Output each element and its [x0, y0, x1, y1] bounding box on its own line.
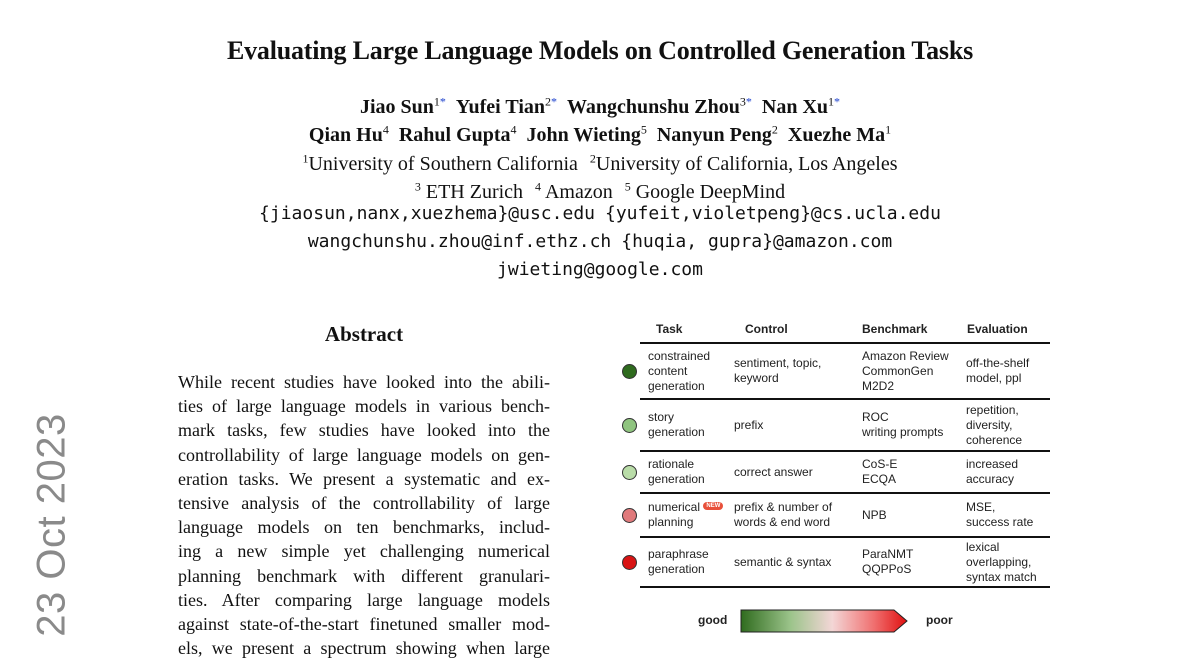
email-address: jwieting@google.com — [497, 259, 703, 280]
author-affiliation-mark: 4 — [510, 122, 517, 136]
cell-benchmark-line: writing prompts — [862, 425, 944, 439]
abstract-line: ing a new simple yet challenging numerical — [178, 541, 550, 562]
cell-task-line: rationale — [648, 457, 695, 471]
table-row — [616, 400, 1056, 450]
author-affiliation-mark: 2 — [771, 122, 778, 136]
affiliation-number: 5 — [624, 179, 631, 193]
cell-task-line: story — [648, 410, 675, 424]
table-row — [616, 494, 1056, 536]
cell-control — [734, 500, 832, 530]
quality-scale — [616, 604, 1056, 638]
equal-contribution-mark: * — [551, 94, 558, 108]
cell-evaluation-line: accuracy — [966, 472, 1015, 486]
abstract-line: mark tasks, few studies have looked into the — [178, 420, 550, 441]
cell-evaluation — [966, 356, 1029, 386]
cell-benchmark-line: CoS-E — [862, 457, 898, 471]
cell-benchmark — [862, 410, 943, 440]
email-line — [0, 256, 1200, 284]
header-evaluation: Evaluation — [967, 322, 1028, 336]
cell-task — [648, 547, 709, 577]
cell-task-text: numerical — [648, 500, 701, 514]
cell-control-line: keyword — [734, 371, 779, 385]
author-name-text: Yufei Tian — [455, 95, 546, 118]
cell-control — [734, 465, 813, 480]
abstract-body — [178, 370, 550, 660]
abstract-line: While recent studies have looked into the abili- — [178, 372, 550, 392]
cell-task — [648, 500, 723, 530]
affiliation-name: Amazon — [541, 180, 613, 203]
affiliation-number: 1 — [302, 151, 309, 165]
cell-control-line: semantic & syntax — [734, 554, 832, 569]
email-line — [0, 200, 1200, 228]
affiliation-number: 3 — [414, 179, 421, 193]
table-row — [616, 538, 1056, 586]
author-affiliation-mark: 1 — [433, 94, 440, 108]
cell-benchmark — [862, 457, 897, 487]
author-affiliation-mark: 5 — [640, 122, 647, 136]
gradient-arrow — [740, 606, 910, 636]
email-line — [0, 228, 1200, 256]
cell-control-line: words & end word — [734, 515, 831, 529]
abstract-line: ties. After comparing large language models — [178, 589, 550, 610]
cell-task-line: generation — [648, 472, 705, 486]
abstract-line: tensive analysis of the controllability of large — [178, 493, 550, 514]
row-rule — [640, 586, 1050, 588]
author-name-text: Jiao Sun — [359, 95, 434, 118]
email-address: {jiaosun,nanx,xuezhema}@usc.edu — [259, 203, 595, 224]
author-name — [527, 124, 647, 146]
cell-benchmark-line: Amazon Review — [862, 348, 949, 363]
header-control: Control — [745, 322, 788, 336]
row-color-dot — [622, 418, 637, 433]
author-affiliation-mark: 1 — [885, 122, 892, 136]
abstract-line: planning benchmark with different granulari- — [178, 565, 550, 586]
cell-benchmark-line: NPB — [862, 507, 887, 522]
cell-benchmark-line: M2D2 — [862, 378, 895, 393]
cell-evaluation — [966, 540, 1037, 585]
cell-task-line: content — [648, 363, 688, 378]
author-name — [657, 124, 778, 146]
cell-task-line: generation — [648, 562, 705, 576]
author-name-text: John Wieting — [526, 123, 641, 146]
email-address: {yufeit,violetpeng}@cs.ucla.edu — [605, 203, 941, 224]
cell-task-line: generation — [648, 378, 705, 393]
author-name-text: Qian Hu — [308, 123, 383, 146]
author-name-text: Xuezhe Ma — [787, 123, 886, 146]
arxiv-date-stamp: 23 Oct 2023 — [29, 413, 74, 637]
abstract-line: eration tasks. We present a systematic and ex- — [178, 468, 550, 489]
cell-evaluation-line: lexical — [966, 539, 1000, 554]
equal-contribution-mark: * — [439, 94, 446, 108]
abstract-line: against state-of-the-start finetuned smaller mod- — [178, 614, 550, 635]
header-benchmark: Benchmark — [862, 322, 928, 336]
cell-benchmark — [862, 508, 887, 523]
author-affiliation-mark: 2 — [545, 94, 552, 108]
equal-contribution-mark: * — [745, 94, 752, 108]
author-affiliation-mark: 3 — [739, 94, 746, 108]
email-address: {huqia, gupra}@amazon.com — [621, 231, 893, 252]
table-row — [616, 344, 1056, 398]
cell-control — [734, 418, 763, 433]
author-emails — [0, 200, 1200, 284]
cell-benchmark-line: ParaNMT — [862, 547, 914, 561]
cell-control — [734, 356, 821, 386]
email-address: wangchunshu.zhou@inf.ethz.ch — [307, 231, 612, 252]
affiliation-name: University of California, Los Angeles — [595, 152, 898, 175]
cell-benchmark-line: ECQA — [862, 472, 897, 486]
author-affiliation-mark: 1 — [828, 94, 835, 108]
scale-good-label: good — [698, 613, 728, 627]
cell-evaluation-line: increased — [966, 457, 1019, 471]
author-name-text: Nan Xu — [761, 95, 829, 118]
affiliation-number: 4 — [535, 179, 542, 193]
cell-evaluation — [966, 500, 1033, 530]
cell-benchmark-line: CommonGen — [862, 363, 934, 378]
row-color-dot — [622, 364, 637, 379]
cell-evaluation-line: off-the-shelf — [966, 356, 1030, 370]
cell-control-line: sentiment, topic, — [734, 356, 822, 370]
affiliation-name: ETH Zurich — [420, 180, 524, 203]
abstract-line: controllability of large language models on gen- — [178, 444, 550, 465]
affiliation-name: University of Southern California — [308, 152, 578, 175]
cell-evaluation-line: MSE, — [966, 500, 996, 514]
cell-task-line — [648, 500, 723, 515]
cell-control-line: correct answer — [734, 464, 813, 479]
author-name-text: Nanyun Peng — [656, 123, 772, 146]
affiliation-name: Google DeepMind — [630, 180, 786, 203]
cell-evaluation-line: repetition, — [966, 402, 1019, 417]
author-name — [399, 124, 517, 146]
row-color-dot — [622, 508, 637, 523]
cell-evaluation-line: overlapping, — [966, 554, 1032, 569]
affiliation-number: 2 — [589, 151, 596, 165]
equal-contribution-mark: * — [834, 94, 841, 108]
scale-poor-label: poor — [926, 613, 953, 627]
header-task: Task — [656, 322, 683, 336]
cell-evaluation-line: diversity, — [966, 417, 1013, 432]
cell-evaluation — [966, 457, 1018, 487]
cell-control-line: prefix — [734, 417, 764, 432]
author-affiliation-mark: 4 — [382, 122, 389, 136]
cell-benchmark-line: QQPPoS — [862, 562, 912, 576]
cell-evaluation — [966, 403, 1022, 448]
cell-task — [648, 349, 710, 394]
table-row — [616, 452, 1056, 492]
author-name-text: Rahul Gupta — [398, 123, 511, 146]
cell-task-line: paraphrase — [648, 547, 709, 561]
cell-task-line: constrained — [648, 348, 711, 363]
new-badge: NEW — [703, 502, 723, 510]
cell-control-line: prefix & number of — [734, 500, 833, 514]
cell-benchmark — [862, 547, 913, 577]
cell-task-line: planning — [648, 515, 694, 529]
row-color-dot — [622, 555, 637, 570]
abstract-line: language models on ten benchmarks, includ- — [178, 517, 550, 538]
cell-evaluation-line: coherence — [966, 432, 1023, 447]
author-name-text: Wangchunshu Zhou — [567, 95, 740, 118]
cell-evaluation-line: model, ppl — [966, 371, 1022, 385]
author-name — [309, 124, 389, 146]
row-color-dot — [622, 465, 637, 480]
cell-task — [648, 410, 705, 440]
abstract-line: ties of large language models in various bench- — [178, 396, 550, 417]
abstract-heading: Abstract — [324, 322, 404, 346]
cell-task — [648, 457, 705, 487]
cell-evaluation-line: syntax match — [966, 569, 1037, 584]
cell-benchmark — [862, 349, 949, 394]
cell-evaluation-line: success rate — [966, 515, 1034, 529]
author-name — [788, 124, 891, 146]
cell-benchmark-line: ROC — [862, 410, 889, 424]
cell-control — [734, 555, 831, 570]
cell-task-line: generation — [648, 425, 705, 439]
abstract-line: els, we present a spectrum showing when large — [178, 638, 550, 659]
paper-title: Evaluating Large Language Models on Controlled Generation Tasks — [226, 36, 974, 65]
